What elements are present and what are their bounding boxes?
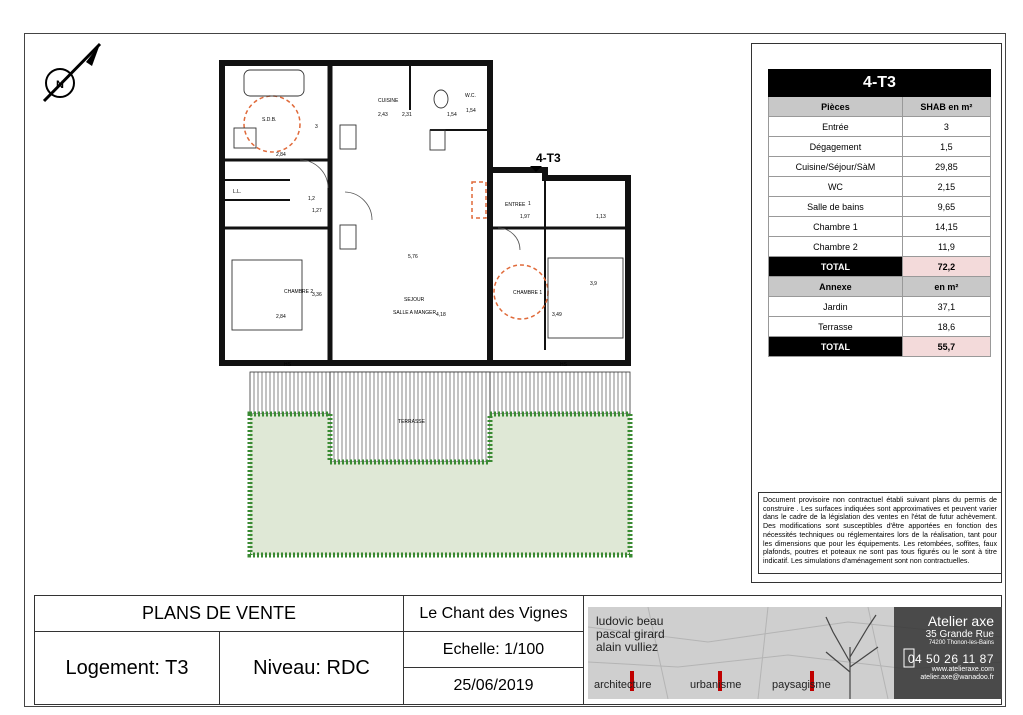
dim: 2,43 [378,112,388,118]
row-label: Salle de bains [769,197,903,217]
row-label: Entrée [769,117,903,137]
dim: 2,31 [402,112,412,118]
architect-name: ludovic beau [596,614,664,628]
col-annexe: Annexe [769,277,903,297]
brand-name: Atelier axe [927,613,994,629]
row-label: Jardin [769,297,903,317]
row-value: 3 [902,117,990,137]
architect-logo [588,607,1002,699]
label-sejour: SEJOUR [404,297,425,303]
dim: 5,76 [408,254,418,260]
dim: 1,13 [596,214,606,220]
label-chambre1: CHAMBRE 1 [513,290,543,296]
annex-total-label: TOTAL [769,337,903,357]
col-pieces: Pièces [769,97,903,117]
dim: HS [284,362,291,368]
turning-circles [244,96,548,319]
label-entree: ENTREE [505,202,526,208]
dim: 3,49 [552,312,562,318]
dim: 2,84 [276,314,286,320]
row-label: Dégagement [769,137,903,157]
niveau: Niveau: RDC [219,631,404,705]
dim: 1,97 [520,214,530,220]
row-label: Terrasse [769,317,903,337]
label-salle: SALLE A MANGER [393,310,437,316]
logement: Logement: T3 [34,631,220,705]
unit-tag: 4-T3 [536,151,561,165]
row-value: 37,1 [902,297,990,317]
discipline-architecture: architecture [594,679,652,691]
row-label: WC [769,177,903,197]
row-value: 9,65 [902,197,990,217]
architect-names [596,615,665,654]
row-value: 2,15 [902,177,990,197]
total-value: 72,2 [902,257,990,277]
north-arrow-icon [44,44,100,101]
label-chambre2: CHAMBRE 2 [284,289,314,295]
dim: 4,18 [436,312,446,318]
label-sdb: S.D.B. [262,117,277,123]
doc-title: PLANS DE VENTE [34,595,404,632]
brand-address: 35 Grande Rue [925,629,994,640]
brand-city: 74200 Thonon-les-Bains [928,640,994,646]
project-name: Le Chant des Vignes [403,595,584,632]
label-ll: L.L. [233,189,242,195]
brand-email: atelier.axe@wanadoo.fr [920,674,994,681]
row-label: Cuisine/Séjour/SàM [769,157,903,177]
label-terrasse: TERRASSE [398,419,425,425]
date: 25/06/2019 [403,667,584,705]
label-cuisine: CUISINE [378,98,399,104]
row-value: 18,6 [902,317,990,337]
unit-title: 4-T3 [769,70,991,97]
disclaimer: Document provisoire non contractuel établi suivant plans du permis de construire . Les surfaces indiquées sont approximatives et peuvent varier dans le cadre de la législation des ventes en l'état de futur achèvement. Des modifications sont susceptibles d'être apportées en fonction des nécessités techniques ou réglementaires lors de la réalisation, tant pour les dimensions que pour les équipements. Les retombées, soffites, faux plafonds, poutres et poteaux ne sont pas tous figurés ou le sont à titre indicatif. Les simulations d'aménagement sont non contractuelles. [758,492,1002,574]
dim: 1,2 [308,196,315,202]
brand-phone: 04 50 26 11 87 [907,652,994,666]
discipline-paysagisme: paysagisme [772,679,831,691]
row-value: 29,85 [902,157,990,177]
discipline-urbanisme: urbanisme [690,679,742,691]
dim: 2,84 [276,152,286,158]
row-label: Chambre 2 [769,237,903,257]
tree-icon [826,615,878,699]
row-value: 14,15 [902,217,990,237]
surface-table [768,69,991,357]
row-value: 1,5 [902,137,990,157]
dim: 3,36 [312,292,322,298]
dim: 1,54 [447,112,457,118]
brand-block [908,613,994,682]
architect-name: alain vulliez [596,640,659,654]
row-value: 11,9 [902,237,990,257]
total-label: TOTAL [769,257,903,277]
dim: HS [560,362,567,368]
dim: 1,54 [466,108,476,114]
dim: 3,9 [590,281,597,287]
row-label: Chambre 1 [769,217,903,237]
brand-web: www.atelieraxe.com [931,666,994,673]
annex-total-value: 55,7 [902,337,990,357]
col-annexe-unit: en m² [902,277,990,297]
svg-text:N: N [56,79,64,91]
col-shab: SHAB en m² [902,97,990,117]
architect-name: pascal girard [596,627,665,641]
dim: 1 [528,201,531,207]
fixtures [232,70,623,338]
echelle: Echelle: 1/100 [403,631,584,668]
dim: 1,27 [312,208,322,214]
dim: 3 [315,124,318,130]
label-wc: W.C. [465,93,476,99]
